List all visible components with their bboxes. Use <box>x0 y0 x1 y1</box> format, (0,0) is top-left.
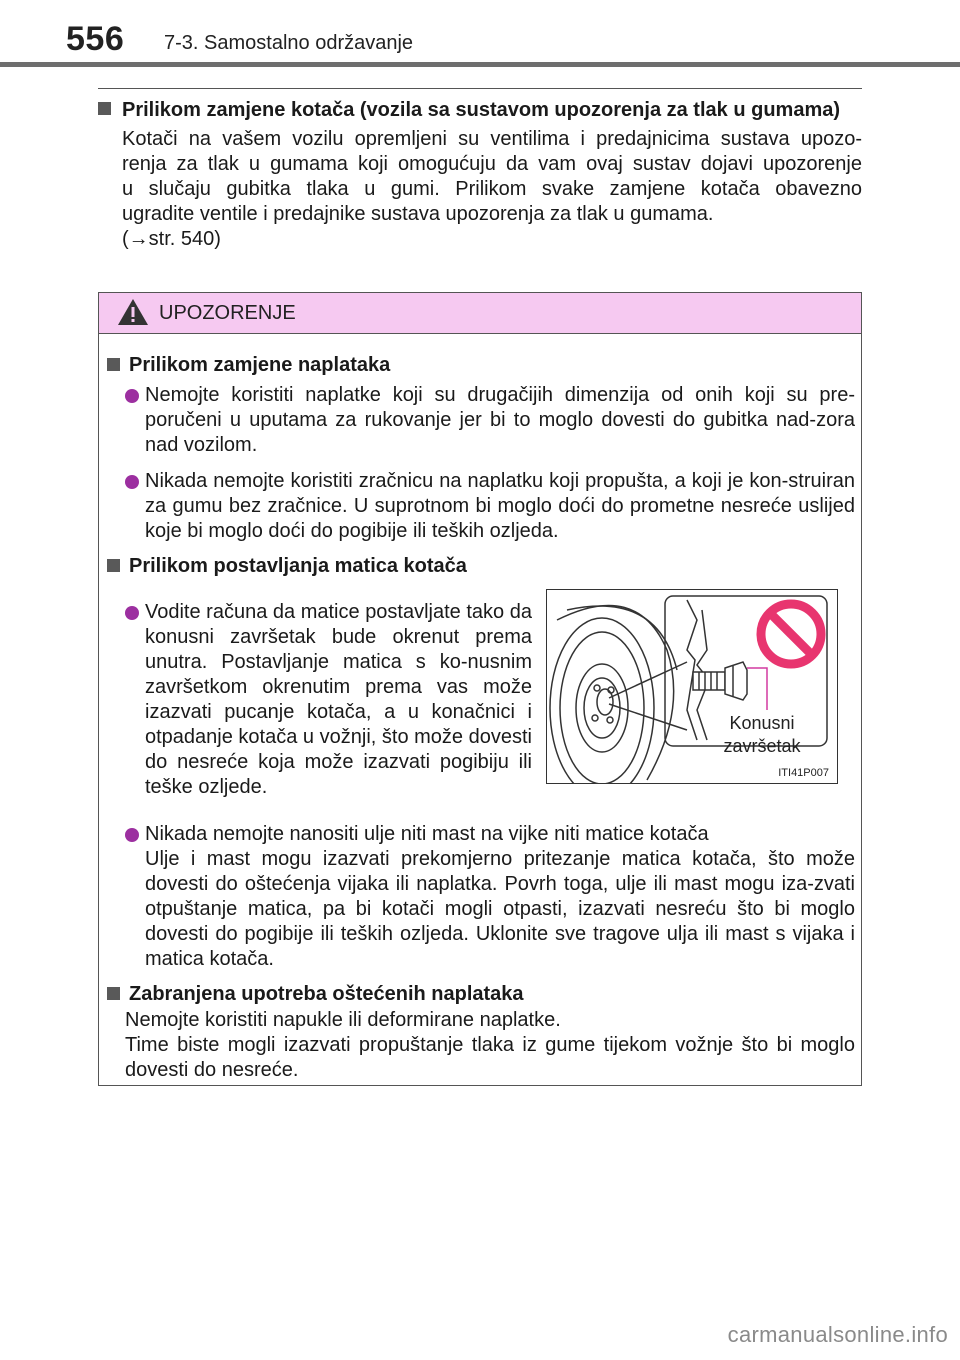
section-body-line: ugradite ventile i predajnike sustava upozorenja za tlak u gumama. <box>122 203 714 225</box>
section-heading-text: Prilikom zamjene kotača (vozila sa sustavom upozorenja za tlak u gumama) <box>122 99 841 121</box>
subheading-text: Prilikom postavljanja matica kotača <box>129 555 467 577</box>
warning-triangle-icon <box>117 298 149 326</box>
square-bullet-icon <box>98 102 111 115</box>
warning-header <box>99 293 861 334</box>
bullet-text: Nikada nemojte koristiti zračnicu na naplatku koji propušta, a koji je kon-struiran za gumu bez zračnice. U suprotnom bi moglo doći do prometne nesreće uslijed koje bi moglo doći do pogibije ili teških ozljeda. <box>145 470 855 542</box>
figure-code: ITI41P007 <box>778 767 829 779</box>
round-bullet-icon <box>125 828 139 842</box>
bullet-text: Vodite računa da matice postavljate tako da konusni završetak bude okrenut prema unutra. Postavljanje matica s ko-nusnim završetkom okrenutim prema vas može izazvati pucanje kotača, a u konačnici i otpadanje kotača u vožnji, što može dovesti do nesreće koja može izazvati pogibiju ili teške ozljede. <box>145 601 532 798</box>
square-bullet-icon <box>107 559 120 572</box>
prohibition-icon <box>761 604 821 664</box>
cone-label <box>707 712 817 758</box>
subheading-damaged <box>107 980 855 1008</box>
damaged-line: Nemojte koristiti napukle ili deformirane naplatke. <box>125 1009 561 1031</box>
cone-label-line: završetak <box>723 736 801 756</box>
bullet-text: Ulje i mast mogu izazvati prekomjerno pritezanje matica kotača, što može dovesti do oštećenja vijaka ili naplatka. Povrh toga, ulje ili mast mogu iza-zvati otpuštanje matica, pa bi kotači mogli otpasti, izazvati nesreću što bi moglo dovesti do pogibije ili teških ozljeda. Uklonite sve tragove ulja ili mast s vijaka i matica kotača. <box>145 848 855 970</box>
section-divider <box>98 88 862 89</box>
subheading-text: Zabranjena upotreba oštećenih naplataka <box>129 983 524 1005</box>
subheading-rims <box>107 351 855 379</box>
round-bullet-icon <box>125 475 139 489</box>
section-body-line: Kotači na vašem vozilu opremljeni su ventilima i predajnicima sustava upozo- <box>122 128 862 150</box>
subheading-text: Prilikom zamjene naplataka <box>129 354 391 376</box>
bullet-item <box>107 822 855 972</box>
damaged-text: Time biste mogli izazvati propuštanje tlaka iz gume tijekom vožnje što bi moglo dovesti do nesreće. <box>125 1034 855 1081</box>
bullet-item <box>107 383 855 458</box>
section-body <box>98 127 862 252</box>
bullet-title: Nikada nemojte nanositi ulje niti mast na vijke niti matice kotača <box>145 823 709 845</box>
warning-title: UPOZORENJE <box>159 302 296 324</box>
watermark: carmanualsonline.info <box>727 1322 948 1347</box>
bullet-text: Nemojte koristiti naplatke koji su drugačijih dimenzija od onih koji su pre-poručeni u uputama za rukovanje jer bi to moglo dovesti do gubitka nad-zora nad vozilom. <box>145 384 855 456</box>
bullet-item <box>107 600 532 800</box>
square-bullet-icon <box>107 358 120 371</box>
round-bullet-icon <box>125 389 139 403</box>
section-heading <box>98 96 862 124</box>
bullet-item <box>107 469 855 544</box>
page-number: 556 <box>66 20 125 58</box>
subheading-nuts <box>107 552 855 580</box>
section-body-line: renja za tlak u gumama koji omogućuju da vam ovaj sustav dojavi upozorenje <box>122 153 862 175</box>
section-body-line: u slučaju gubitka tlaka u gumi. Prilikom svake zamjene kotača obavezno <box>122 178 862 200</box>
round-bullet-icon <box>125 606 139 620</box>
cone-label-line: Konusni <box>729 713 795 733</box>
page-reference: (→str. 540) <box>122 228 221 250</box>
square-bullet-icon <box>107 987 120 1000</box>
wheel-nut-figure <box>546 589 838 784</box>
tpms-section <box>98 96 862 252</box>
header-bar <box>0 62 960 67</box>
chapter-title: 7-3. Samostalno održavanje <box>164 32 414 54</box>
